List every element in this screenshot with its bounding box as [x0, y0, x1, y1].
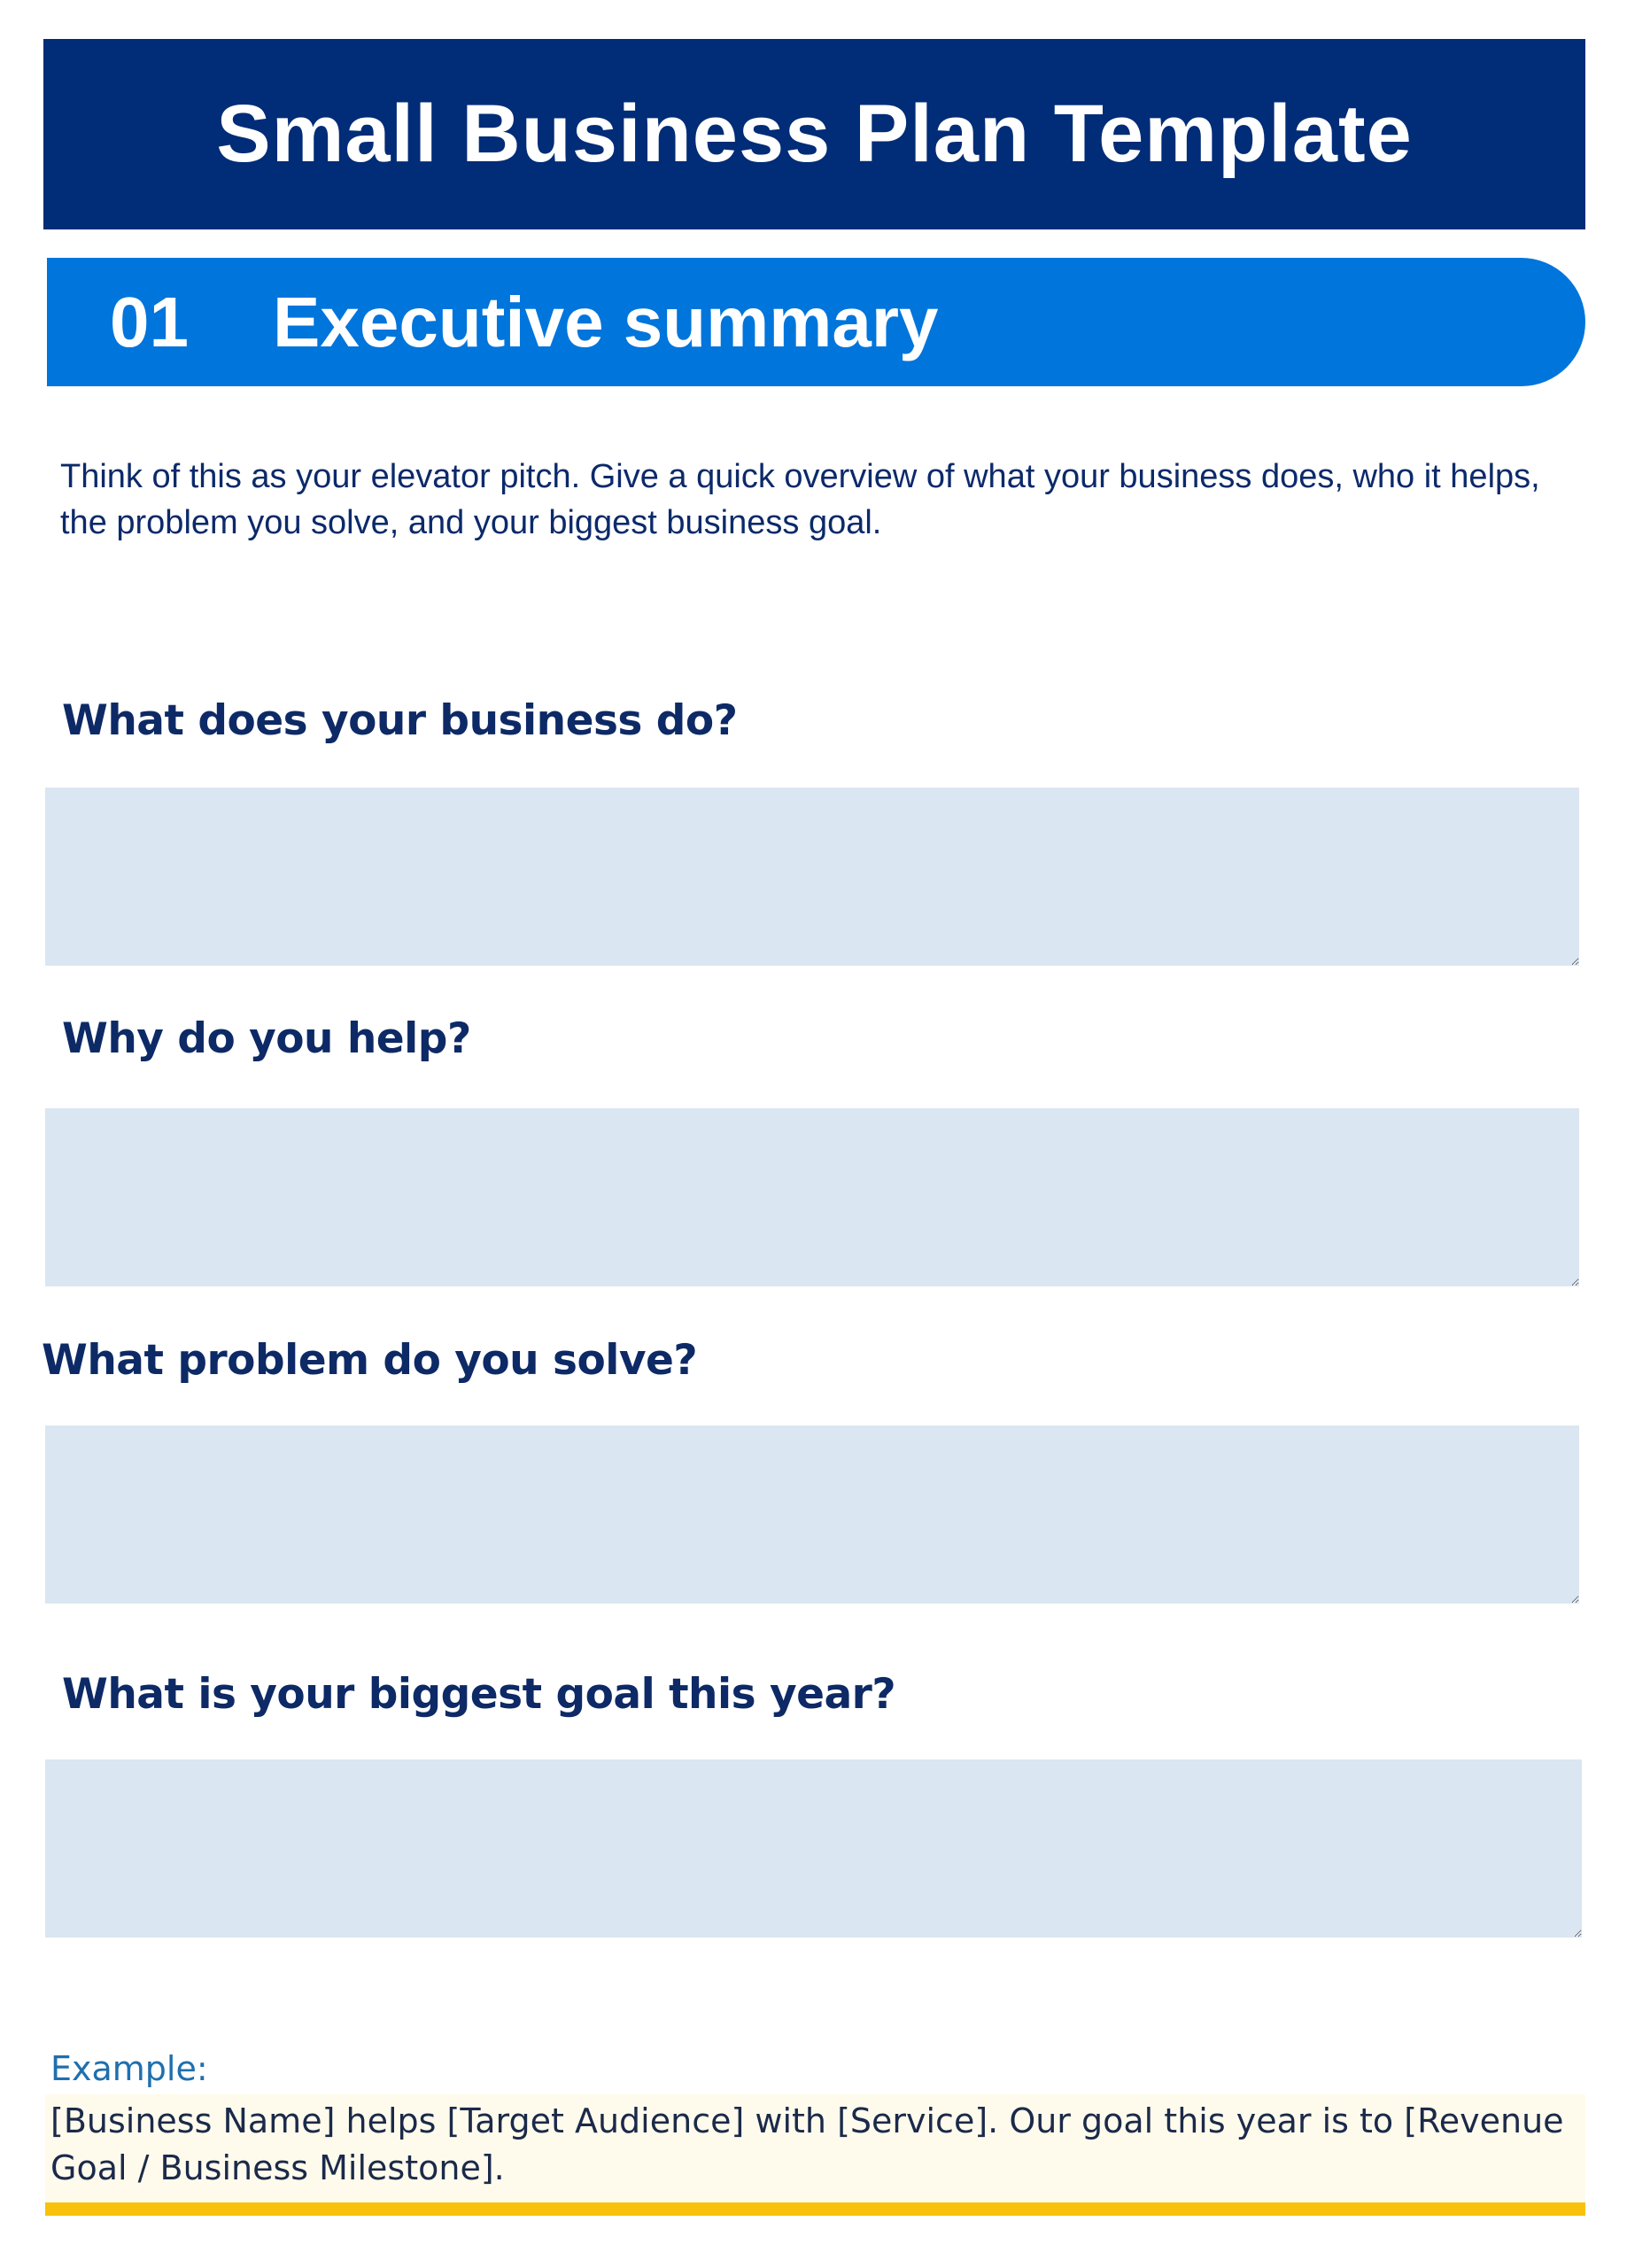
question-business-label: What does your business do?	[62, 696, 738, 745]
question-goal-label: What is your biggest goal this year?	[62, 1670, 896, 1719]
section-header	[47, 258, 1585, 386]
section-title: Executive summary	[273, 282, 939, 361]
help-answer-field[interactable]	[45, 1108, 1579, 1286]
title-banner	[43, 39, 1585, 229]
goal-answer-field[interactable]	[45, 1759, 1582, 1938]
page-title: Small Business Plan Template	[216, 89, 1413, 179]
problem-answer-field[interactable]	[45, 1425, 1579, 1604]
example-box	[45, 2094, 1585, 2216]
example-text: [Business Name] helps [Target Audience] with [Service]. Our goal this year is to [Revenue Goal / Business Milestone].	[50, 2101, 1564, 2187]
business-answer-field[interactable]	[45, 788, 1579, 966]
question-problem-label: What problem do you solve?	[42, 1336, 698, 1385]
section-number: 01	[110, 282, 189, 361]
section-intro: Think of this as your elevator pitch. Give a quick overview of what your business does, who it helps, the problem you solve, and your biggest business goal.	[60, 458, 1540, 541]
question-help-label: Why do you help?	[62, 1014, 471, 1063]
example-label: Example:	[50, 2049, 208, 2088]
